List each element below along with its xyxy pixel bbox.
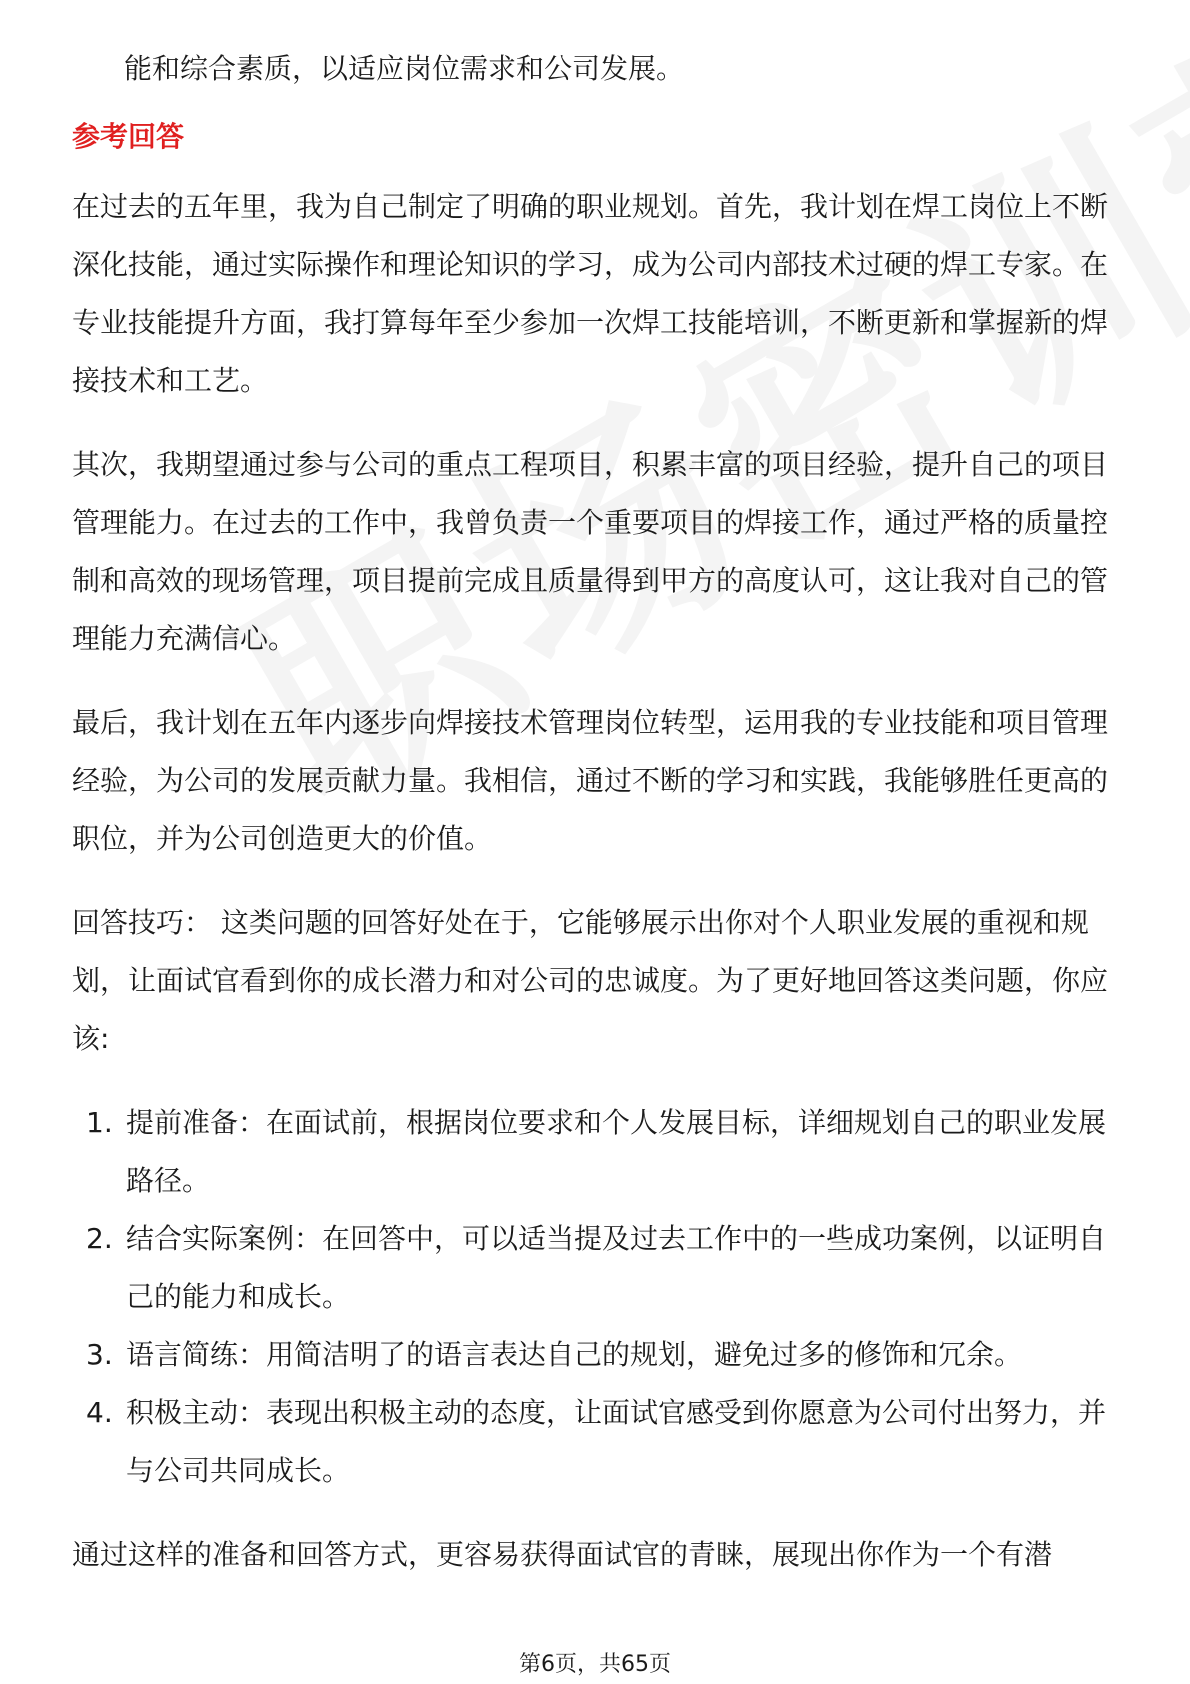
tips-paragraph: 回答技巧： 这类问题的回答好处在于，它能够展示出你对个人职业发展的重视和规划，让面试官看到你的成长潜力和对公司的忠诚度。为了更好地回答这类问题，你应该: — [72, 906, 1109, 1055]
continuation-text: 能和综合素质，以适应岗位需求和公司发展。 — [124, 52, 685, 85]
list-item — [72, 1326, 1122, 1384]
list-item-text: 结合实际案例：在回答中，可以适当提及过去工作中的一些成功案例，以证明自己的能力和成长。 — [126, 1222, 1107, 1313]
list-item-number: 4. — [86, 1396, 113, 1429]
list-item-text: 语言简练：用简洁明了的语言表达自己的规划，避免过多的修饰和冗余。 — [126, 1338, 1023, 1371]
answer-paragraph-3: 最后，我计划在五年内逐步向焊接技术管理岗位转型，运用我的专业技能和项目管理经验，为公司的发展贡献力量。我相信，通过不断的学习和实践，我能够胜任更高的职位，并为公司创造更大的价值。 — [72, 706, 1109, 855]
answer-paragraph-1: 在过去的五年里，我为自己制定了明确的职业规划。首先，我计划在焊工岗位上不断深化技能，通过实际操作和理论知识的学习，成为公司内部技术过硬的焊工专家。在专业技能提升方面，我打算每年至少参加一次焊工技能培训，不断更新和掌握新的焊接技术和工艺。 — [72, 190, 1109, 397]
answer-heading: 参考回答 — [72, 120, 185, 153]
page-content — [72, 40, 1122, 1610]
closing-paragraph: 通过这样的准备和回答方式，更容易获得面试官的青睐，展现出你作为一个有潜 — [72, 1538, 1053, 1571]
page-number-footer: 第6页，共65页 — [519, 1652, 671, 1677]
tips-list — [72, 1094, 1122, 1500]
list-item — [72, 1210, 1122, 1326]
list-item-text: 积极主动：表现出积极主动的态度，让面试官感受到你愿意为公司付出努力，并与公司共同成长。 — [126, 1396, 1107, 1487]
list-item — [72, 1094, 1122, 1210]
list-item-number: 3. — [86, 1338, 113, 1371]
list-item-number: 2. — [86, 1222, 113, 1255]
answer-paragraph-2: 其次，我期望通过参与公司的重点工程项目，积累丰富的项目经验，提升自己的项目管理能力。在过去的工作中，我曾负责一个重要项目的焊接工作，通过严格的质量控制和高效的现场管理，项目提前完成且质量得到甲方的高度认可，这让我对自己的管理能力充满信心。 — [72, 448, 1109, 655]
list-item-number: 1. — [86, 1106, 113, 1139]
list-item — [72, 1384, 1122, 1500]
list-item-text: 提前准备：在面试前，根据岗位要求和个人发展目标，详细规划自己的职业发展路径。 — [126, 1106, 1107, 1197]
